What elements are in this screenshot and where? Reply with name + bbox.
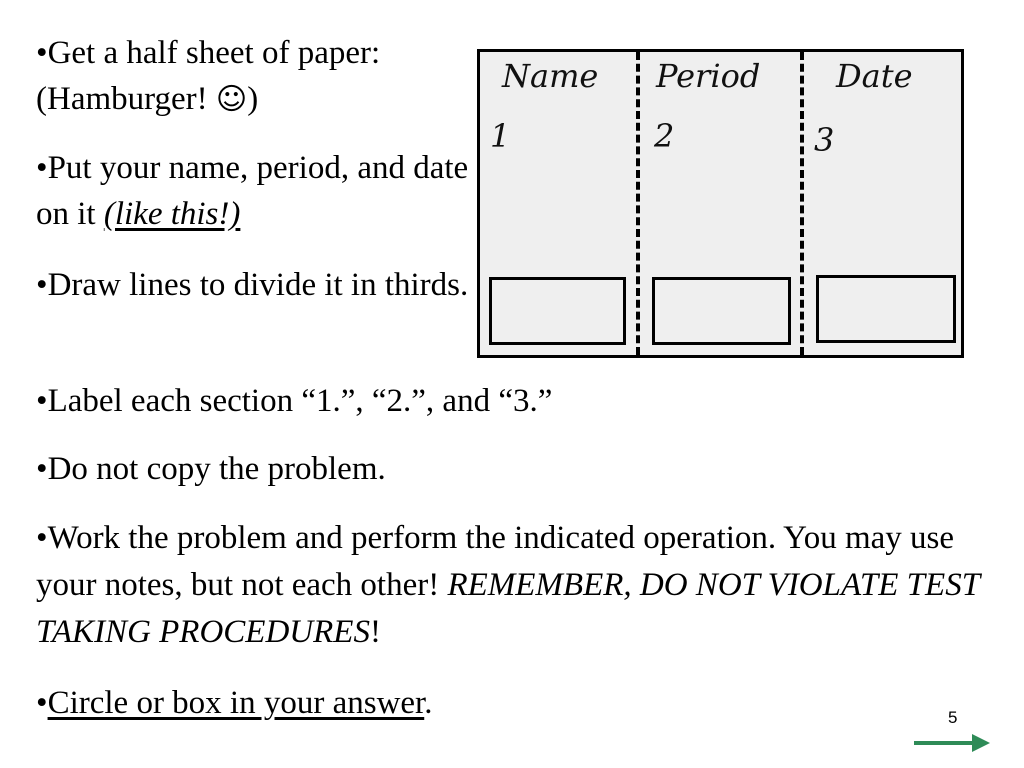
- instruction-work-problem-text: Work the problem and perform the indicated operation. You may use your notes, but not each other!: [36, 520, 955, 603]
- instruction-circle-answer-text: Circle or box in your answer: [47, 685, 425, 721]
- instruction-circle-answer: [36, 680, 976, 726]
- half-sheet-diagram: [477, 49, 964, 358]
- next-slide-button[interactable]: [912, 732, 992, 759]
- instruction-divide-thirds: [36, 262, 476, 308]
- bullet-dot: •: [36, 520, 48, 556]
- section-number-2: 2: [654, 117, 675, 155]
- dashed-divider-1: [636, 52, 640, 355]
- like-this-link[interactable]: (like this!): [103, 196, 241, 232]
- instruction-do-not-copy: [36, 446, 976, 492]
- instruction-half-sheet: [36, 30, 476, 123]
- instruction-half-sheet-line1: Get a half sheet of paper:: [47, 35, 381, 71]
- instruction-label-sections: [36, 378, 976, 424]
- instruction-work-problem: [36, 515, 996, 656]
- answer-box-2: [652, 277, 791, 345]
- instruction-work-problem-end: !: [369, 614, 381, 650]
- section-number-1: 1: [490, 117, 511, 155]
- instruction-name-period-date: [36, 145, 476, 237]
- arrow-right-icon: [912, 732, 992, 754]
- bullet-dot: •: [36, 451, 48, 487]
- section-number-3: 3: [814, 121, 835, 159]
- instruction-label-sections-text: Label each section “1.”, “2.”, and “3.”: [47, 383, 553, 419]
- dashed-divider-2: [800, 52, 804, 355]
- bullet-dot: •: [36, 685, 48, 721]
- bullet-dot: •: [36, 150, 48, 186]
- instruction-name-period-date-text: Put your name, period, and date on it: [36, 150, 469, 232]
- instruction-circle-answer-end: .: [424, 685, 433, 721]
- sheet-header-date: Date: [836, 57, 913, 95]
- smiley-icon: ☺: [215, 82, 248, 117]
- answer-box-1: [489, 277, 626, 345]
- instruction-do-not-copy-text: Do not copy the problem.: [47, 451, 386, 487]
- answer-box-3: [816, 275, 956, 343]
- test-procedures-warning: REMEMBER, DO NOT VIOLATE TEST TAKING PROCEDURES: [36, 567, 980, 650]
- bullet-dot: •: [36, 267, 48, 303]
- bullet-dot: •: [36, 383, 48, 419]
- slide-number: 5: [948, 708, 958, 727]
- sheet-header-period: Period: [656, 57, 761, 95]
- instruction-divide-thirds-text: Draw lines to divide it in thirds.: [47, 267, 469, 303]
- instruction-half-sheet-close: ): [247, 81, 259, 117]
- instruction-half-sheet-line2: (Hamburger!: [36, 81, 216, 117]
- sheet-header-name: Name: [502, 57, 599, 95]
- bullet-dot: •: [36, 35, 48, 71]
